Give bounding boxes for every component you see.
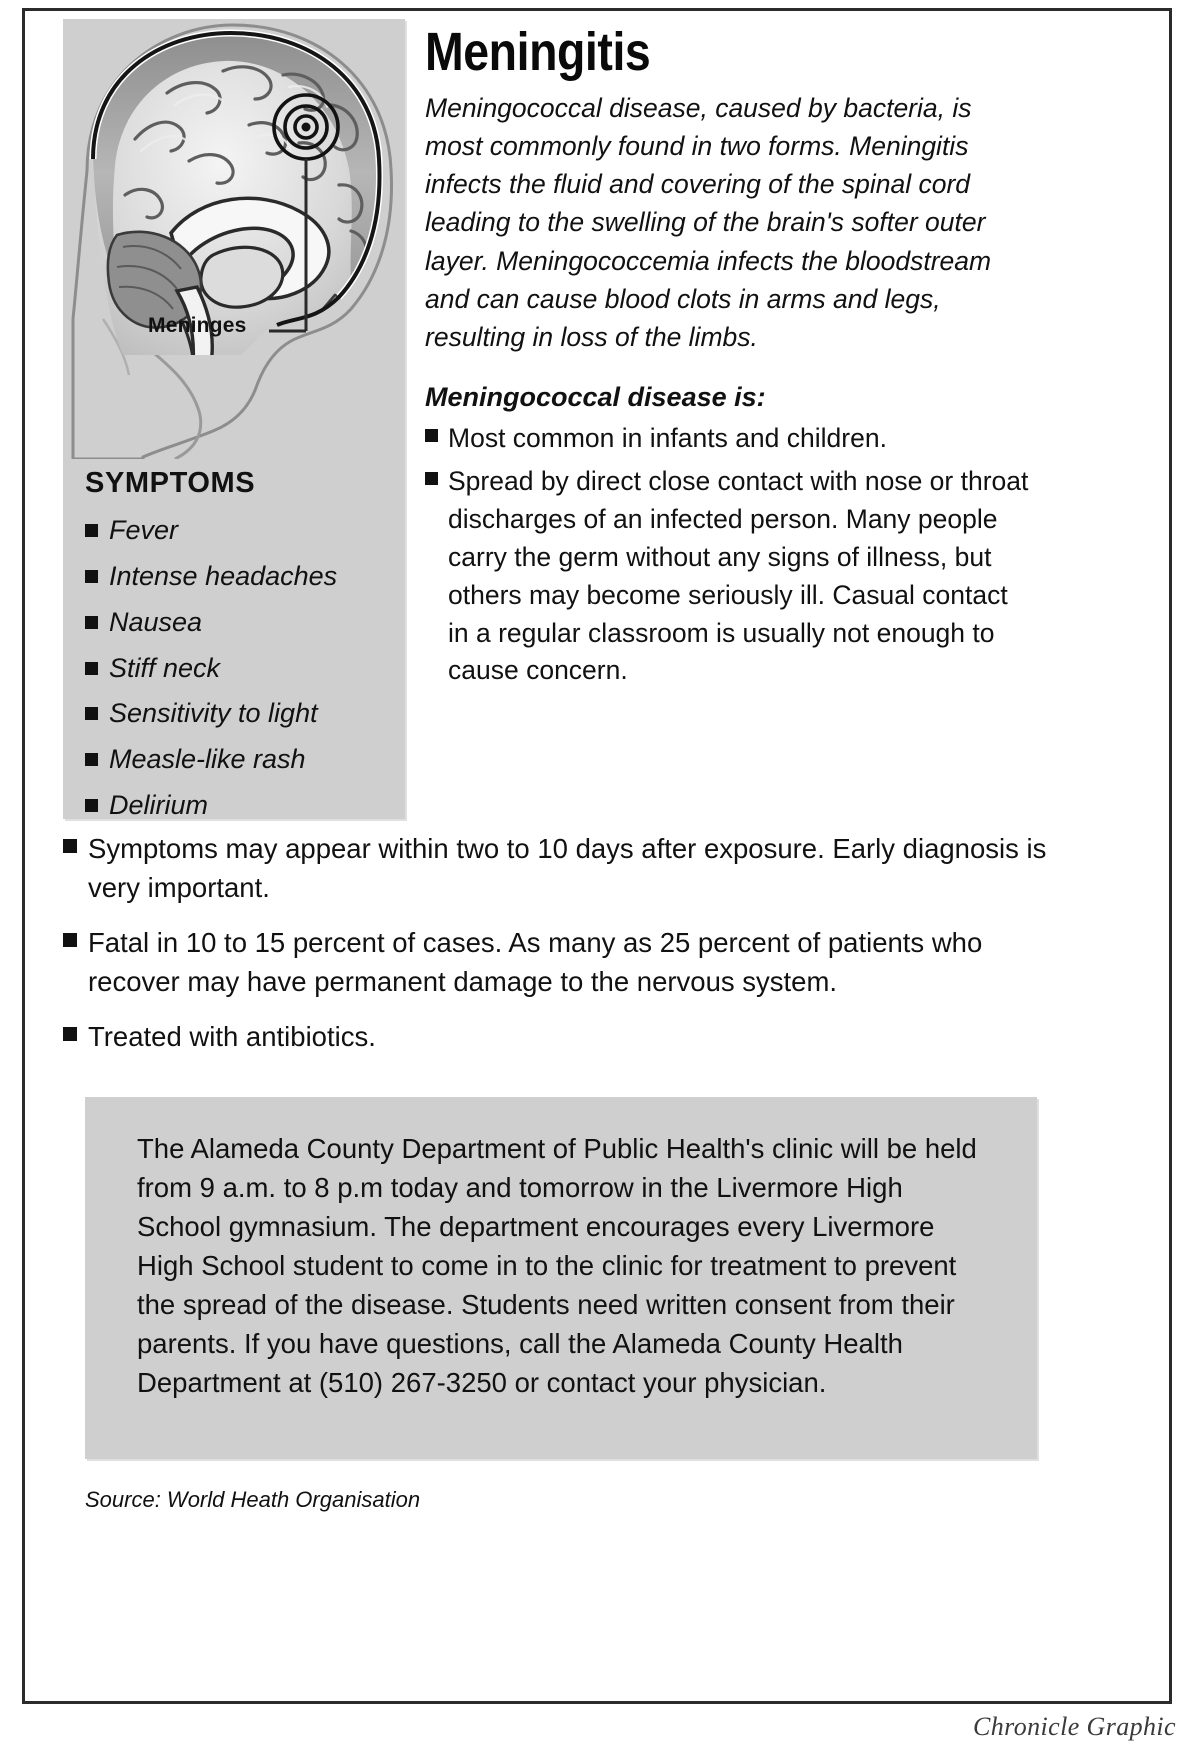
page-title: Meningitis — [425, 22, 651, 82]
wide-bullet-item — [63, 1017, 1063, 1056]
bullet-square-icon — [63, 933, 77, 947]
target-marker-icon — [274, 95, 338, 159]
meninges-label: Meninges — [148, 314, 247, 337]
left-gray-panel — [63, 19, 405, 819]
disease-is-heading: Meningococcal disease is: — [425, 382, 766, 413]
symptom-label: Intense headaches — [109, 560, 338, 591]
symptom-label: Measle-like rash — [109, 744, 306, 775]
disease-is-item — [425, 420, 1035, 458]
symptom-label: Nausea — [109, 606, 203, 637]
disease-is-label: Most common in infants and children. — [448, 423, 887, 454]
wide-bullet-label: Fatal in 10 to 15 percent of cases. As many as 25 percent of patients who recover may have permanent damage to the nervous system. — [88, 927, 983, 998]
symptoms-heading: SYMPTOMS — [85, 467, 256, 499]
clinic-notice-text: The Alameda County Department of Public Health's clinic will be held from 9 a.m. to 8 p.m today and tomorrow in the Livermore High School gymnasium. The department encourages every Livermore High School student to come in to the clinic for treatment to prevent the spread of the disease. Students need written consent from their parents. If you have questions, call the Alameda County Health Department at (510) 267-3250 or contact your physician. — [137, 1133, 977, 1399]
symptom-label: Delirium — [109, 790, 209, 821]
symptom-item — [85, 556, 405, 598]
bullet-square-icon — [425, 429, 438, 442]
symptom-label: Stiff neck — [109, 652, 221, 683]
source-line: Source: World Heath Organisation — [85, 1487, 421, 1512]
symptom-item — [85, 693, 405, 735]
bullet-square-icon — [63, 1027, 77, 1041]
symptom-label: Fever — [109, 515, 179, 545]
bullet-square-icon — [85, 616, 98, 629]
wide-bullet-item — [63, 829, 1063, 907]
bullet-square-icon — [85, 799, 98, 812]
wide-bullet-label: Symptoms may appear within two to 10 days after exposure. Early diagnosis is very important. — [88, 833, 1047, 904]
chronicle-credit: Chronicle Graphic — [973, 1712, 1176, 1741]
clinic-notice-box — [85, 1097, 1037, 1459]
wide-bullet-label: Treated with antibiotics. — [88, 1021, 376, 1053]
symptom-item — [85, 510, 405, 552]
brain-illustration — [63, 19, 405, 459]
symptom-item — [85, 785, 405, 827]
wide-bullets-section — [63, 829, 1063, 1072]
symptom-label: Sensitivity to light — [109, 698, 318, 729]
symptom-item — [85, 602, 405, 644]
bullet-square-icon — [85, 707, 98, 720]
bullet-square-icon — [85, 524, 98, 537]
wide-bullet-item — [63, 923, 1063, 1001]
intro-paragraph: Meningococcal disease, caused by bacteria, is most commonly found in two forms. Meningitis infects the fluid and covering of the spinal cord leading to the swelling of the brain's softer outer layer. Meningococcemia infects the bloodstream and can cause blood clots in arms and legs, resulting in loss of the limbs. — [425, 93, 992, 352]
bullet-square-icon — [425, 472, 438, 485]
bullet-square-icon — [63, 839, 77, 853]
infographic-frame — [22, 8, 1172, 1704]
disease-is-item — [425, 463, 1035, 690]
brain-diagram-svg — [63, 19, 405, 459]
right-column — [425, 22, 1035, 695]
bullet-square-icon — [85, 662, 98, 675]
symptom-item — [85, 648, 405, 690]
symptoms-block — [85, 467, 405, 831]
top-section — [25, 11, 1169, 823]
bullet-square-icon — [85, 753, 98, 766]
symptom-item — [85, 739, 405, 781]
disease-is-label: Spread by direct close contact with nose or throat discharges of an infected person. Many people carry the germ without any signs of illness, but others may become seriously ill. Casual contact in a regular classroom is usually not enough to cause concern. — [448, 465, 1029, 686]
bullet-square-icon — [85, 570, 98, 583]
